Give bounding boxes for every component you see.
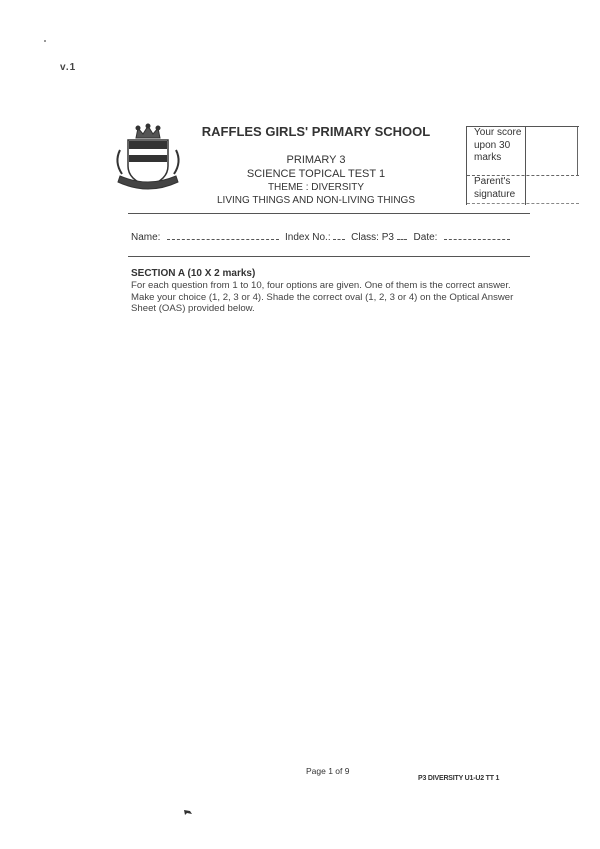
section-a-instructions: For each question from 1 to 10, four options are given. One of them is the correct answer. Make your choice (1, 2, 3 or 4). Shade the correct oval (1, 2, 3 or 4) on the Optical Answer Sheet (OAS) provided below. — [131, 280, 514, 314]
name-label: Name: — [131, 232, 161, 243]
test-title: SCIENCE TOPICAL TEST 1 — [246, 168, 386, 180]
score-box — [466, 126, 579, 205]
theme-line: THEME : DIVERSITY — [267, 182, 365, 193]
date-field[interactable] — [444, 230, 510, 240]
date-label: Date: — [413, 232, 438, 243]
header-divider — [128, 213, 530, 214]
school-crest-logo — [112, 122, 184, 196]
info-divider — [128, 256, 530, 257]
index-field[interactable] — [333, 230, 345, 240]
scan-speck — [44, 40, 46, 42]
level-title: PRIMARY 3 — [286, 154, 346, 166]
scan-mark — [183, 808, 193, 816]
score-label: Your score upon 30 marks — [474, 127, 522, 163]
class-field[interactable] — [397, 230, 407, 240]
parent-signature-label: Parent's signature — [474, 176, 516, 200]
student-info-line — [131, 230, 510, 243]
document-code: P3 DIVERSITY U1-U2 TT 1 — [418, 775, 500, 782]
class-label: Class: P3 — [351, 232, 394, 243]
section-a-heading: SECTION A (10 X 2 marks) — [131, 268, 256, 279]
name-field[interactable] — [167, 230, 279, 240]
corner-mark: v.1 — [60, 62, 77, 73]
index-label: Index No.: — [285, 232, 331, 243]
page-number: Page 1 of 9 — [306, 766, 350, 776]
topic-line: LIVING THINGS AND NON-LIVING THINGS — [217, 195, 415, 206]
school-name: RAFFLES GIRLS' PRIMARY SCHOOL — [201, 124, 431, 139]
